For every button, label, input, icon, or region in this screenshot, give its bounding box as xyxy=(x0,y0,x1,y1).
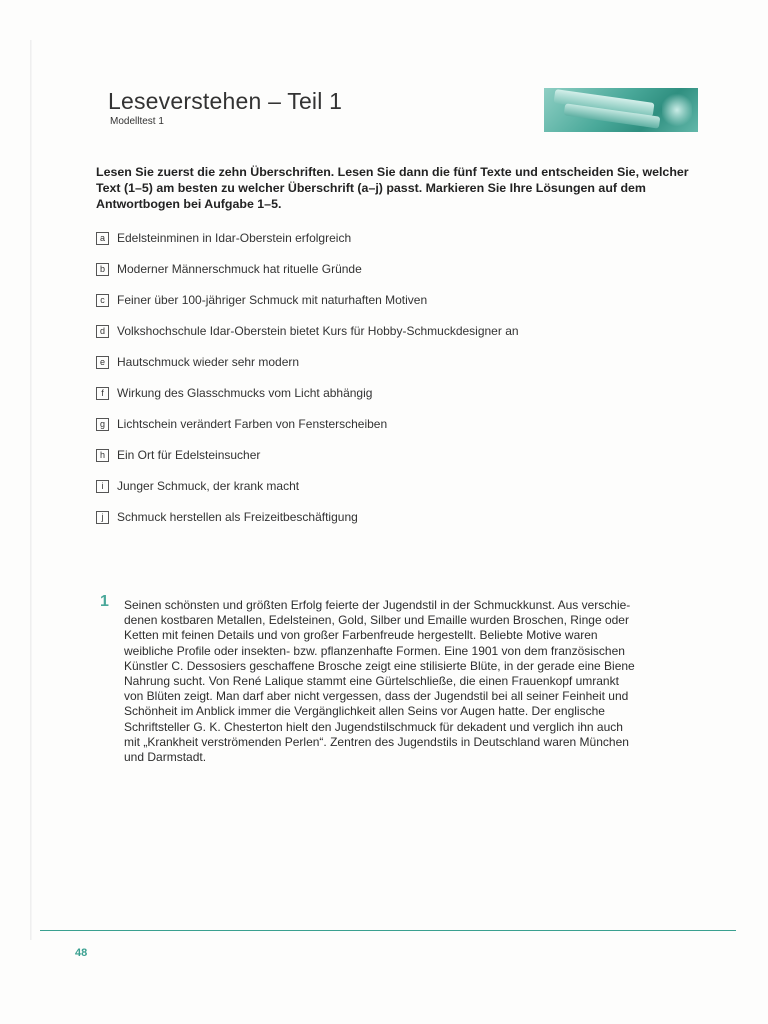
task-instructions: Lesen Sie zuerst die zehn Überschriften. Lesen Sie dann die fünf Texte und entscheiden Sie, welcher Text (1–5) am besten zu welcher Überschrift (a–j) passt. Markieren Sie Ihre Lösungen auf dem Antwortbogen bei Aufgabe 1–5. xyxy=(96,165,689,211)
text-line: Nahrung sucht. Von René Lalique stammt eine Gürtelschließe, die einen Frauenkopf umrankt xyxy=(124,674,619,689)
headline-letter: j xyxy=(96,511,109,524)
headline-text: Moderner Männerschmuck hat rituelle Gründe xyxy=(117,262,362,276)
headline-letter: f xyxy=(96,387,109,400)
headline-item xyxy=(96,352,299,372)
headline-item xyxy=(96,290,427,310)
headline-letter: g xyxy=(96,418,109,431)
headline-text: Volkshochschule Idar-Oberstein bietet Kurs für Hobby-Schmuckdesigner an xyxy=(117,324,519,338)
headline-text: Feiner über 100-jähriger Schmuck mit naturhaften Motiven xyxy=(117,293,428,307)
headline-letter: b xyxy=(96,263,109,276)
text-line: Schönheit im Anblick immer die Vergänglichkeit allen Seins vor Augen hatte. Der englische xyxy=(124,704,605,719)
text-line: Künstler C. Dessosiers geschaffene Brosche zeigt eine stilisierte Blüte, in der gerade eine Biene xyxy=(124,658,635,673)
text-line: denen kostbaren Metallen, Edelsteinen, Gold, Silber und Emaille wurden Broschen, Ringe oder xyxy=(124,613,629,628)
headline-item xyxy=(96,228,351,248)
header-photo xyxy=(544,88,698,132)
text-number: 1 xyxy=(100,593,109,610)
headline-item xyxy=(96,321,519,341)
page-subtitle: Modelltest 1 xyxy=(110,116,164,127)
headline-letter: h xyxy=(96,449,109,462)
headline-item xyxy=(96,445,260,465)
headline-text: Schmuck herstellen als Freizeitbeschäftigung xyxy=(117,510,358,524)
headline-text: Edelsteinminen in Idar-Oberstein erfolgreich xyxy=(117,231,352,245)
text-line: Ketten mit feinen Details und von großer Farbenfreude hergestellt. Beliebte Motive waren xyxy=(124,628,598,643)
text-line: Seinen schönsten und größten Erfolg feierte der Jugendstil in der Schmuckkunst. Aus verschie- xyxy=(124,598,631,612)
text-line: Schriftsteller G. K. Chesterton hielt den Jugendstilschmuck für dekadent und verglich ihn auch xyxy=(124,719,623,734)
headline-item xyxy=(96,476,299,496)
headline-text: Wirkung des Glasschmucks vom Licht abhängig xyxy=(117,386,373,400)
binding-shadow xyxy=(30,40,32,940)
headline-item xyxy=(96,383,372,403)
text-line: weibliche Profile oder insekten- bzw. pflanzenhafte Formen. Eine 1901 von dem französischen xyxy=(124,643,625,658)
page-title: Leseverstehen – Teil 1 xyxy=(108,88,343,114)
footer-divider xyxy=(40,930,736,931)
headline-letter: a xyxy=(96,232,109,245)
text-line: mit „Krankheit verströmenden Perlen“. Zentren des Jugendstils in Deutschland waren München xyxy=(124,734,629,749)
headline-item xyxy=(96,414,387,434)
headline-letter: i xyxy=(96,480,109,493)
headline-text: Lichtschein verändert Farben von Fensterscheiben xyxy=(117,417,388,431)
headline-text: Hautschmuck wieder sehr modern xyxy=(117,355,300,369)
page-number: 48 xyxy=(75,947,88,959)
headline-letter: c xyxy=(96,294,109,307)
headline-item xyxy=(96,507,358,527)
headline-text: Ein Ort für Edelsteinsucher xyxy=(117,448,261,462)
headline-item xyxy=(96,259,362,279)
text-line: von Blüten zeigt. Man darf aber nicht vergessen, dass der Jugendstil bei all seiner Feinheit und xyxy=(124,689,629,704)
headline-letter: d xyxy=(96,325,109,338)
headline-text: Junger Schmuck, der krank macht xyxy=(117,479,300,493)
reading-text xyxy=(124,598,704,765)
text-line: und Darmstadt. xyxy=(124,750,207,765)
headline-letter: e xyxy=(96,356,109,369)
